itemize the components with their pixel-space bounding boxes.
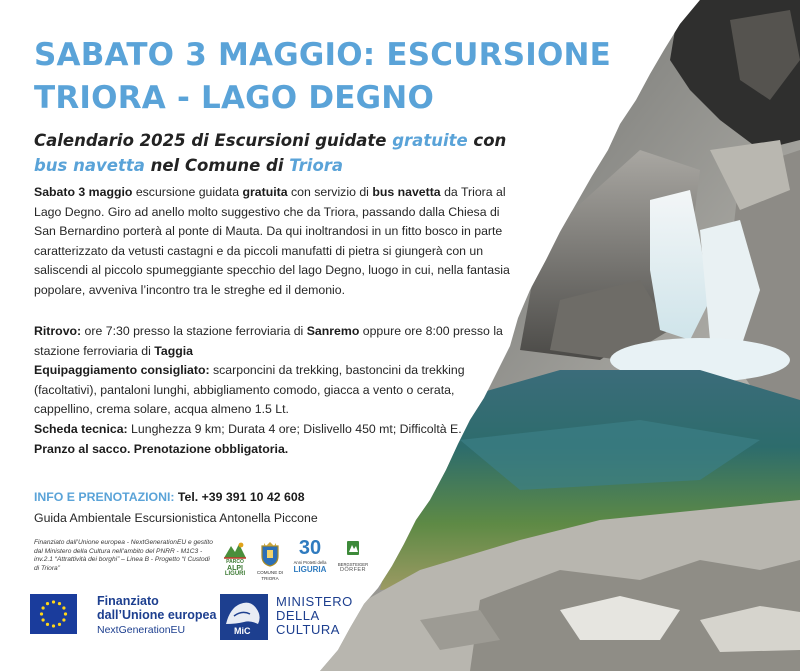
subtitle-part-3: nel Comune di [144, 156, 290, 175]
ritrovo-text-2: oppure ore 8:00 presso la stazione ferroviaria di [34, 324, 503, 358]
title-line-1: SABATO 3 MAGGIO: ESCURSIONE [34, 37, 612, 73]
details-block [34, 322, 510, 459]
eu-text-2: dall’Unione europea [97, 608, 217, 622]
subtitle-highlight-gratuite: gratuite [392, 131, 468, 150]
scheda-line [34, 420, 510, 440]
ritrovo-label: Ritrovo: [34, 324, 82, 338]
ministero-cultura-logo [220, 594, 360, 640]
eu-flag-icon [30, 594, 77, 634]
pranzo-line [34, 440, 510, 460]
info-line [34, 488, 305, 508]
ritrovo-text-1: ore 7:30 presso la stazione ferroviaria di [81, 324, 307, 338]
subtitle-highlight-bus: bus navetta [34, 156, 145, 175]
parco-alpi-liguri-logo [222, 540, 248, 578]
intro-paragraph [34, 183, 510, 301]
subtitle-part-1: Calendario 2025 di Escursioni guidate [34, 131, 393, 150]
mic-text-1: MINISTERO [276, 594, 353, 609]
equipment-label: Equipaggiamento consigliato: [34, 363, 210, 378]
intro-date: Sabato 3 maggio [34, 185, 133, 199]
ritrovo-taggia: Taggia [154, 343, 194, 358]
comune-text: COMUNE DI TRIORA [256, 570, 284, 581]
liguria-small-text: Anni Protetti della [293, 560, 327, 565]
eu-text-1: Finanziato [97, 594, 159, 608]
eu-funding-logo [30, 594, 218, 638]
comune-triora-crest-icon [256, 540, 284, 581]
subtitle-highlight-triora: Triora [289, 156, 344, 175]
equipment-text: scarponcini da trekking, bastoncini da trekking (facoltativi), pantaloni lunghi, abbigliamento comodo, giacca a vento o cerata, cappellino, crema solare, acqua almeno 1.5 Lt. [34, 363, 465, 417]
eu-text-3: NextGenerationEU [97, 624, 186, 636]
ritrovo-line [34, 322, 510, 361]
alpi-text-3: LIGURI [224, 571, 246, 577]
liguria-30-logo [292, 538, 328, 578]
phone-link[interactable]: Tel. +39 391 10 42 608 [174, 490, 305, 504]
pranzo-text: Pranzo al sacco. Prenotazione obbligatoria. [34, 441, 289, 456]
scheda-text: Lunghezza 9 km; Durata 4 ore; Dislivello 450 mt; Difficoltà E. [127, 421, 462, 436]
intro-text-1: escursione guidata [132, 185, 243, 199]
title-line-2: TRIORA - LAGO DEGNO [34, 80, 435, 116]
liguria-number: 30 [298, 537, 322, 559]
alpi-text-1: PARCO [226, 559, 244, 565]
info-label: INFO E PRENOTAZIONI: [34, 490, 175, 504]
bergsteigerdorfer-logo [336, 540, 370, 578]
intro-text-3: da Triora al Lago Degno. Giro ad anello molto suggestivo che da Triora, passando dalla Chiesa di San Bernardino porterà al ponte di Mauta. Da qui inoltrandosi in un fitto bosco in parte caratterizzato da vetusti castagni e da piccoli manufatti di pietra si giungerà con un saliscendi al piccolo spumeggiante specchio del lago Degno, luogo in cui, nella fantasia popolare, avveniva l’incontro tra le streghe ed il demonio. [34, 185, 510, 297]
intro-bus-navetta: bus navetta [372, 185, 441, 199]
dorfer-text-1: BERGSTEIGER [337, 562, 369, 567]
ritrovo-sanremo: Sanremo [306, 324, 360, 338]
mic-text-3: CULTURA [276, 622, 340, 637]
subtitle-part-2: con [467, 131, 507, 150]
intro-text-2: con servizio di [287, 185, 373, 199]
partner-logos [222, 538, 372, 580]
mic-text-2: DELLA [276, 608, 320, 623]
guide-name: Guida Ambientale Escursionistica Antonella Piccone [34, 511, 318, 525]
scheda-label: Scheda tecnica: [34, 421, 128, 436]
page-title [34, 34, 654, 120]
alpi-text-2: ALPI [227, 565, 243, 572]
equipment-line [34, 361, 510, 420]
mic-logo-icon [220, 594, 268, 640]
intro-gratuita: gratuita [242, 185, 288, 199]
mic-abbr: MiC [234, 626, 251, 636]
liguria-name: LIGURIA [293, 565, 327, 574]
funding-note: Finanziato dall’Unione europea - NextGenerationEU e gestito dal Ministero della Cultura nell’ambito del PNRR - M1C3 - inv.2.1 “Attrattività dei borghi” – Linea B - Progetto “I Custodi di Triora” [34, 539, 213, 572]
dorfer-text-2: DÖRFER [339, 567, 367, 573]
subtitle [34, 128, 574, 178]
